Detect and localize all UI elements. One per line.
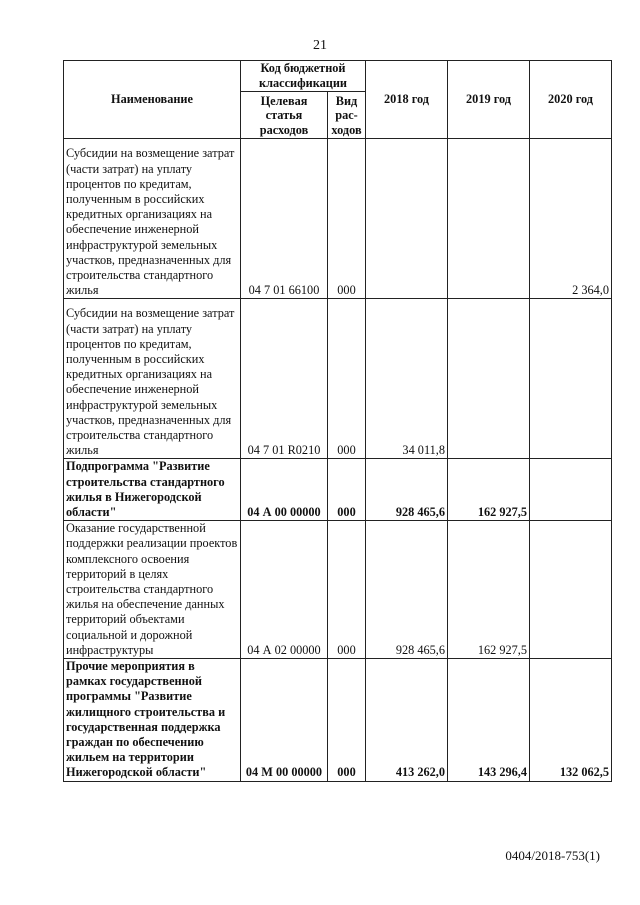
row-name: Субсидии на возмещение затрат (части затрат) на уплату процентов по кредитам, полученным в российских кредитных организациях на обеспечение инженерной инфраструктурой земельных участков, предназначенных для строительства стандартного жилья	[64, 139, 241, 299]
table-row	[64, 659, 612, 782]
row-value-2018: 928 465,6	[366, 521, 448, 659]
row-value-2018: 928 465,6	[366, 459, 448, 521]
table-row	[64, 521, 612, 659]
row-value-2020	[530, 299, 612, 459]
row-expense-type: 000	[328, 459, 366, 521]
row-value-2020: 132 062,5	[530, 659, 612, 782]
header-kbk-group: Код бюджетной классификации	[241, 61, 366, 92]
header-expense-type: Вид рас-ходов	[328, 92, 366, 139]
row-value-2018	[366, 139, 448, 299]
row-value-2019	[448, 299, 530, 459]
row-value-2019: 162 927,5	[448, 459, 530, 521]
row-expense-type: 000	[328, 299, 366, 459]
row-name: Субсидии на возмещение затрат (части затрат) на уплату процентов по кредитам, полученным в российских кредитных организациях на обеспечение инженерной инфраструктурой земельных участков, предназначенных для строительства стандартного жилья	[64, 299, 241, 459]
row-name: Прочие мероприятия в рамках государственной программы "Развитие жилищного строительства и государственная поддержка граждан по обеспечению жильем на территории Нижегородской области"	[64, 659, 241, 782]
row-target-code: 04 А 02 00000	[241, 521, 328, 659]
row-expense-type: 000	[328, 521, 366, 659]
row-target-code: 04 А 00 00000	[241, 459, 328, 521]
row-name: Оказание государственной поддержки реализации проектов комплексного освоения территорий в целях строительства стандартного жилья на обеспечение данных территорий объектами социальной и дорожной инфраструктуры	[64, 521, 241, 659]
table-row	[64, 299, 612, 459]
row-value-2018: 413 262,0	[366, 659, 448, 782]
header-target-article: Целевая статья расходов	[241, 92, 328, 139]
row-value-2019: 162 927,5	[448, 521, 530, 659]
header-year-2019: 2019 год	[448, 61, 530, 139]
row-target-code: 04 М 00 00000	[241, 659, 328, 782]
row-expense-type: 000	[328, 139, 366, 299]
row-value-2020	[530, 521, 612, 659]
header-year-2018: 2018 год	[366, 61, 448, 139]
header-name: Наименование	[64, 61, 241, 139]
budget-table	[63, 60, 612, 782]
row-target-code: 04 7 01 R0210	[241, 299, 328, 459]
document-code: 0404/2018-753(1)	[505, 848, 600, 863]
row-expense-type: 000	[328, 659, 366, 782]
page-number: 21	[313, 38, 327, 53]
row-value-2019: 143 296,4	[448, 659, 530, 782]
table-row	[64, 459, 612, 521]
row-value-2019	[448, 139, 530, 299]
row-value-2020	[530, 459, 612, 521]
table-row	[64, 139, 612, 299]
row-value-2018: 34 011,8	[366, 299, 448, 459]
header-year-2020: 2020 год	[530, 61, 612, 139]
row-target-code: 04 7 01 66100	[241, 139, 328, 299]
row-name: Подпрограмма "Развитие строительства стандартного жилья в Нижегородской области"	[64, 459, 241, 521]
row-value-2020: 2 364,0	[530, 139, 612, 299]
